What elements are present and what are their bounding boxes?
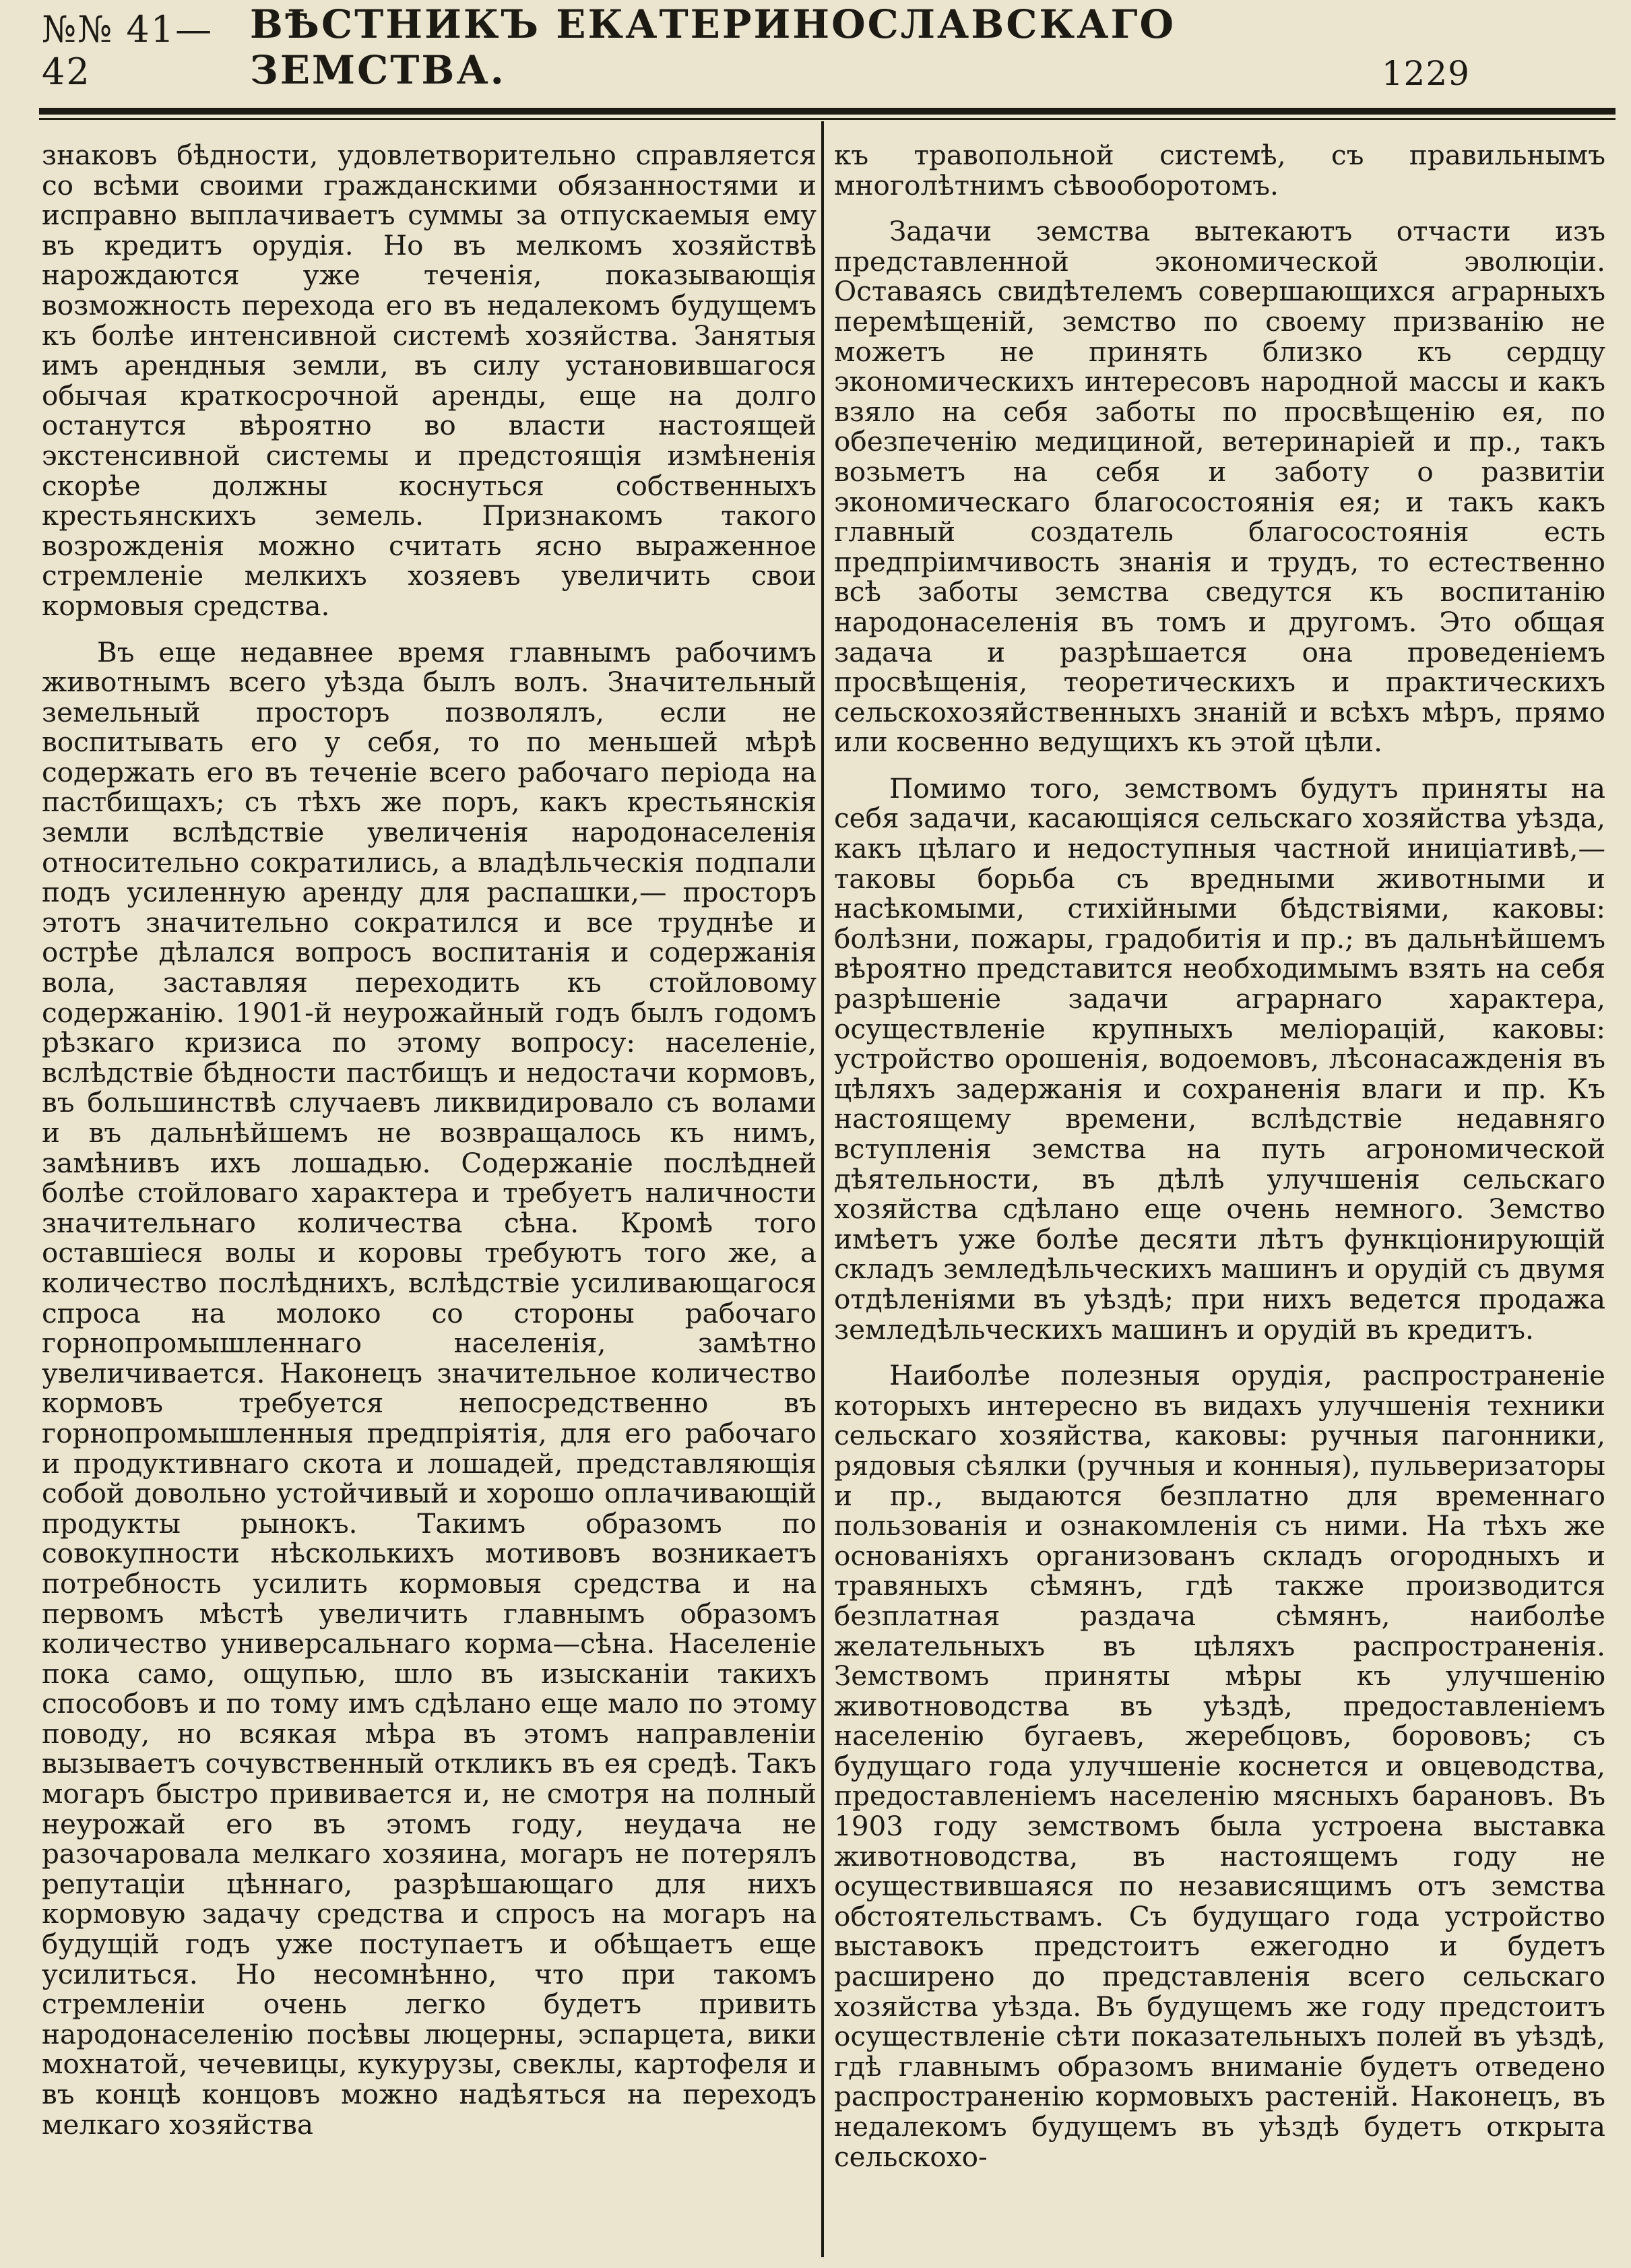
journal-title: ВѢСТНИКЪ ЕКАТЕРИНОСЛАВСКАГО ЗЕМСТВА. xyxy=(249,1,1176,93)
paragraph: къ травопольной системѣ, съ правильнымъ многолѣтнимъ сѣвооборотомъ. xyxy=(834,140,1605,201)
paragraph: Наиболѣе полезныя орудія, распространеніе которыхъ интересно въ видахъ улучшенія техники сельскаго хозяйства, каковы: ручныя пагонники, рядовыя сѣялки (ручныя и конныя), пульверизаторы и пр., выдаются безплатно для временнаго пользованія и ознакомленія съ ними. На тѣхъ же основаніяхъ организованъ складъ огородныхъ и травяныхъ сѣмянъ, гдѣ также производится безплатная раздача сѣмянъ, наиболѣе желательныхъ въ цѣляхъ распространенія. Земствомъ приняты мѣры къ улучшенію животноводства въ уѣздѣ, предоставленіемъ населенію бугаевъ, жеребцовъ, борововъ; съ будущаго года улучшеніе коснется и овцеводства, предоставленіемъ населенію мясныхъ барановъ. Въ 1903 году земствомъ была устроена выставка животноводства, въ настоящемъ году не осуществившаяся по независящимъ отъ земства обстоятельствамъ. Съ будущаго года устройство выставокъ предстоитъ ежегодно и будетъ расширено до представленія всего сельскаго хозяйства уѣзда. Въ будущемъ же году предстоитъ осуществленіе сѣти показательныхъ полей въ уѣздѣ, гдѣ главнымъ образомъ вниманіе будетъ отведено распространенію кормовыхъ растеній. Наконецъ, въ недалекомъ будущемъ въ уѣздѣ будетъ открыта сельскохо- xyxy=(834,1359,1605,2173)
paragraph: Помимо того, земствомъ будутъ приняты на себя задачи, касающіяся сельскаго хозяйства уѣзда, какъ цѣлаго и недоступныя частной иниціативѣ,—таковы борьба съ вредными животными и насѣкомыми, стихійными бѣдствіями, каковы: болѣзни, пожары, градобитія и пр.; въ дальнѣйшемъ вѣроятно представится необходимымъ взять на себя разрѣшеніе задачи аграрнаго характера, осуществленіе крупныхъ меліорацій, каковы: устройство орошенія, водоемовъ, лѣсонасажденія въ цѣляхъ задержанія и сохраненія влаги и пр. Къ настоящему времени, вслѣдствіе недавняго вступленія земства на путь агрономической дѣятельности, въ дѣлѣ улучшенія сельскаго хозяйства сдѣлано еще очень немного. Земство имѣетъ уже болѣе десяти лѣтъ функціонирующій складъ земледѣльческихъ машинъ и орудій съ двумя отдѣленіями въ уѣздѣ; при нихъ ведется продажа земледѣльческихъ машинъ и орудій въ кредитъ. xyxy=(834,771,1605,1346)
right-column xyxy=(834,140,1605,2256)
paragraph: Въ еще недавнее время главнымъ рабочимъ животнымъ всего уѣзда былъ волъ. Значительный земельный просторъ позволялъ, если не воспитывать его у себя, то по меньшей мѣрѣ содержать его въ теченіе всего рабочаго періода на пастбищахъ; съ тѣхъ же поръ, какъ крестьянскія земли вслѣдствіе увеличенія народонаселенія относительно сократились, а владѣльческія подпали подъ усиленную аренду для распашки,— просторъ этотъ значительно сократился и все труднѣе и острѣе дѣлался вопросъ воспитанія и содержанія вола, заставляя переходить къ стойловому содержанію. 1901-й неурожайный годъ былъ годомъ рѣзкаго кризиса по этому вопросу: населеніе, вслѣдствіе бѣдности пастбищъ и недостачи кормовъ, въ большинствѣ случаевъ ликвидировало съ волами и въ дальнѣйшемъ не возвращалось къ нимъ, замѣнивъ ихъ лошадью. Содержаніе послѣдней болѣе стойловаго характера и требуетъ наличности значительнаго количества сѣна. Кромѣ того оставшіеся волы и коровы требуютъ того же, а количество послѣднихъ, вслѣдствіе усиливающагося спроса на молоко со стороны рабочаго горнопромышленнаго населенія, замѣтно увеличивается. Наконецъ значительное количество кормовъ требуется непосредственно въ горнопромышленныя предпріятія, для его рабочаго и продуктивнаго скота и лошадей, представляющія собой довольно устойчивый и хорошо оплачивающій продукты рынокъ. Такимъ образомъ по совокупности нѣсколькихъ мотивовъ возникаетъ потребность усилить кормовыя средства и на первомъ мѣстѣ увеличить главнымъ образомъ количество универсальнаго корма—сѣна. Населеніе пока само, ощупью, шло въ изысканіи такихъ способовъ и по тому имъ сдѣлано еще мало по этому поводу, но всякая мѣра въ этомъ направленіи вызываетъ сочувственный откликъ въ ея средѣ. Такъ могаръ быстро прививается и, не смотря на полный неурожай его въ этомъ году, неудача не разочаровала мелкаго хозяина, могаръ не потерялъ репутаціи цѣннаго, разрѣшающаго для нихъ кормовую задачу средства и спросъ на могаръ на будущій годъ уже поступаетъ и обѣщаетъ еще усилиться. Но несомнѣнно, что при такомъ стремленіи очень легко будетъ привить народонаселенію посѣвы люцерны, эспарцета, вики мохнатой, чечевицы, кукурузы, свеклы, картофеля и въ концѣ концовъ можно надѣяться на переходъ мелкаго хозяйства xyxy=(42,635,817,2141)
header-rule-thick xyxy=(39,108,1616,115)
running-header xyxy=(42,1,1510,101)
paragraph: Задачи земства вытекаютъ отчасти изъ представленной экономической эволюціи. Оставаясь свидѣтелемъ совершающихся аграрныхъ перемѣщеній, земство по своему призванію не можетъ не принять близко къ сердцу экономическихъ интересовъ народной массы и какъ взяло на себя заботы по просвѣщенію ея, по обезпеченію медициной, ветеринаріей и пр., такъ возьметъ на себя и заботу о развитіи экономическаго благосостоянія ея; и такъ какъ главный создатель благосостоянія есть предпріимчивость знанія и трудъ, то естественно всѣ заботы земства сведутся къ воспитанію народонаселенія въ томъ и другомъ. Это общая задача и разрѣшается она проведеніемъ просвѣщенія, теоретическихъ и практическихъ сельскохозяйственныхъ знаній и всѣхъ мѣръ, прямо или косвенно ведущихъ къ этой цѣли. xyxy=(834,215,1605,759)
issue-number: №№ 41—42 xyxy=(42,8,214,93)
left-column xyxy=(42,140,817,2256)
column-divider xyxy=(821,121,824,2257)
paragraph: знаковъ бѣдности, удовлетворительно справляется со всѣми своими гражданскими обязанностями и исправно выплачиваетъ суммы за отпускаемыя ему въ кредитъ орудія. Но въ мелкомъ хозяйствѣ нарождаются уже теченія, показывающія возможность перехода его въ недалекомъ будущемъ къ болѣе интенсивной системѣ хозяйства. Занятыя имъ арендныя земли, въ силу установившагося обычая краткосрочной аренды, еще на долго останутся вѣроятно во власти настоящей экстенсивной системы и предстоящія измѣненія скорѣе должны коснуться собственныхъ крестьянскихъ земель. Признакомъ такого возрожденія можно считать ясно выраженное стремленіе мелкихъ хозяевъ увеличить свои кормовыя средства. xyxy=(42,140,817,622)
header-rule-thin xyxy=(39,118,1616,120)
page-number: 1229 xyxy=(1381,54,1470,93)
